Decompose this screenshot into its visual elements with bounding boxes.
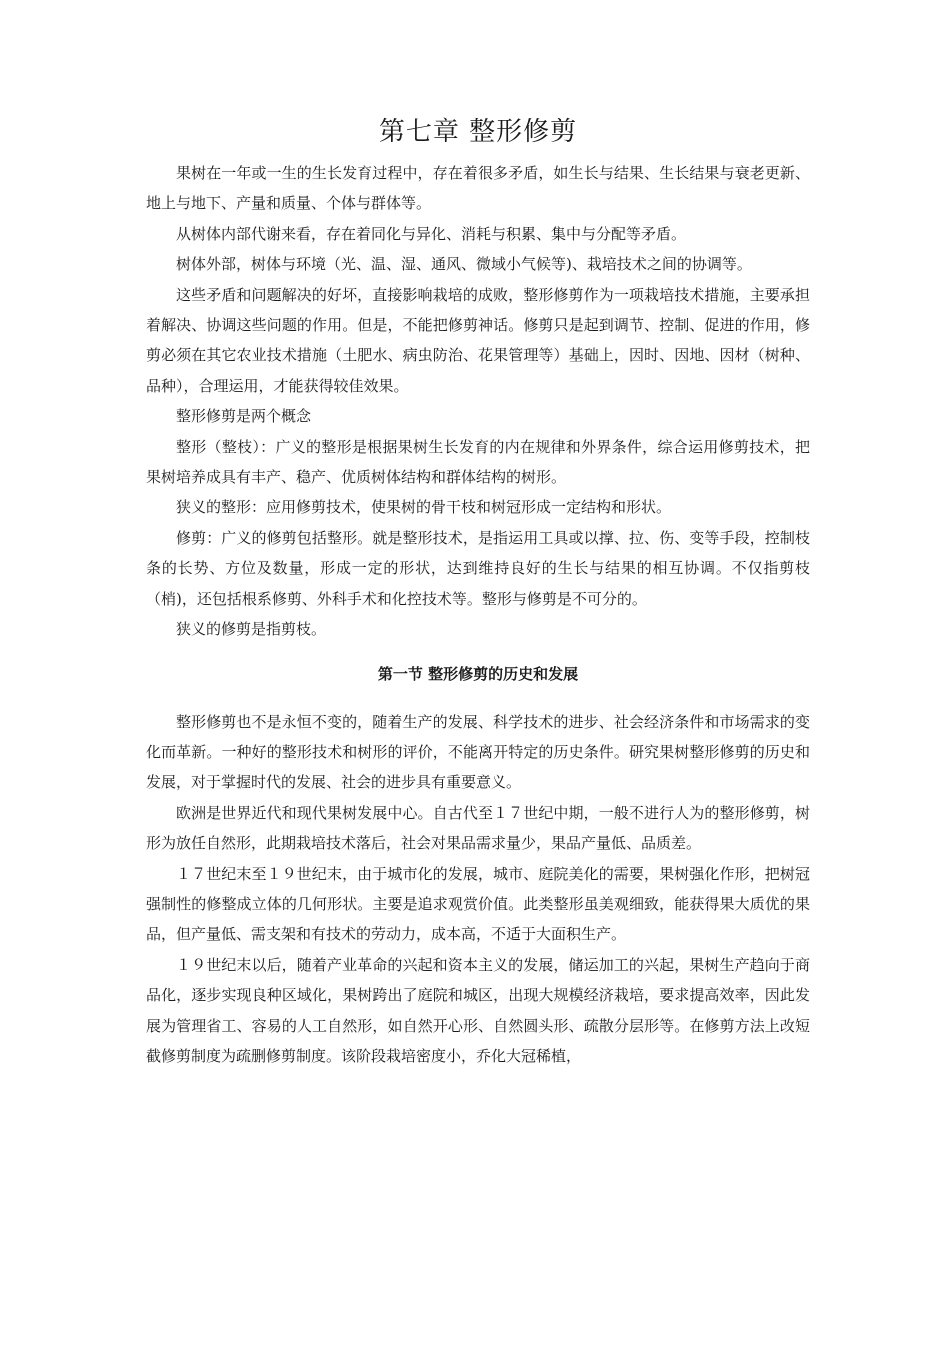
paragraph-intro-8: 修剪：广义的修剪包括整形。就是整形技术，是指运用工具或以撑、拉、伤、变等手段，控制枝条的长势、方位及数量，形成一定的形状，达到维持良好的生长与结果的相互协调。不仅指剪枝（梢)，还包括根系修剪、外科手术和化控技术等。整形与修剪是不可分的。 (146, 528, 810, 608)
paragraph-intro-3: 树体外部，树体与环境（光、温、湿、通风、微域小气候等)、栽培技术之间的协调等。 (176, 255, 752, 274)
document-page (146, 112, 810, 1071)
paragraph-intro-4: 这些矛盾和问题解决的好坏，直接影响栽培的成败，整形修剪作为一项栽培技术措施，主要承担着解决、协调这些问题的作用。但是，不能把修剪神话。修剪只是起到调节、控制、促进的作用，修剪必须在其它农业技术措施（土肥水、病虫防治、花果管理等）基础上，因时、因地、因材（树种、品种），合理运用，才能获得较佳效果。 (146, 285, 810, 395)
section-title: 第一节 整形修剪的历史和发展 (377, 664, 579, 683)
chapter-title: 第七章 整形修剪 (378, 117, 578, 147)
paragraph-intro-7: 狭义的整形：应用修剪技术，使果树的骨干枝和树冠形成一定结构和形状。 (176, 498, 672, 517)
paragraph-intro-9: 狭义的修剪是指剪枝。 (176, 620, 327, 639)
paragraph-section-4: １９世纪末以后，随着产业革命的兴起和资本主义的发展，储运加工的兴起，果树生产趋向于商品化，逐步实现良种区域化，果树跨出了庭院和城区，出现大规模经济栽培，要求提高效率，因此发展为管理省工、容易的人工自然形，如自然开心形、自然圆头形、疏散分层形等。在修剪方法上改短截修剪制度为疏删修剪制度。该阶段栽培密度小，乔化大冠稀植， (146, 955, 810, 1065)
paragraph-section-2: 欧洲是世界近代和现代果树发展中心。自古代至１７世纪中期，一般不进行人为的整形修剪，树形为放任自然形，此期栽培技术落后，社会对果品需求量少，果品产量低、品质差。 (146, 803, 810, 853)
paragraph-section-1: 整形修剪也不是永恒不变的，随着生产的发展、科学技术的进步、社会经济条件和市场需求的变化而革新。一种好的整形技术和树形的评价，不能离开特定的历史条件。研究果树整形修剪的历史和发展，对于掌握时代的发展、社会的进步具有重要意义。 (146, 712, 810, 792)
paragraph-intro-5: 整形修剪是两个概念 (176, 407, 312, 426)
paragraph-intro-1: 果树在一年或一生的生长发育过程中，存在着很多矛盾，如生长与结果、生长结果与衰老更新、地上与地下、产量和质量、个体与群体等。 (146, 164, 810, 213)
paragraph-intro-6: 整形（整枝）：广义的整形是根据果树生长发育的内在规律和外界条件，综合运用修剪技术，把果树培养成具有丰产、稳产、优质树体结构和群体结构的树形。 (146, 437, 810, 487)
paragraph-intro-2: 从树体内部代谢来看，存在着同化与异化、消耗与积累、集中与分配等矛盾。 (176, 224, 687, 243)
paragraph-section-3: １７世纪末至１９世纪末，由于城市化的发展，城市、庭院美化的需要，果树强化作形，把树冠强制性的修整成立体的几何形状。主要是追求观赏价值。此类整形虽美观细致，能获得果大质优的果品，但产量低、需支架和有技术的劳动力，成本高，不适于大面积生产。 (146, 864, 810, 944)
